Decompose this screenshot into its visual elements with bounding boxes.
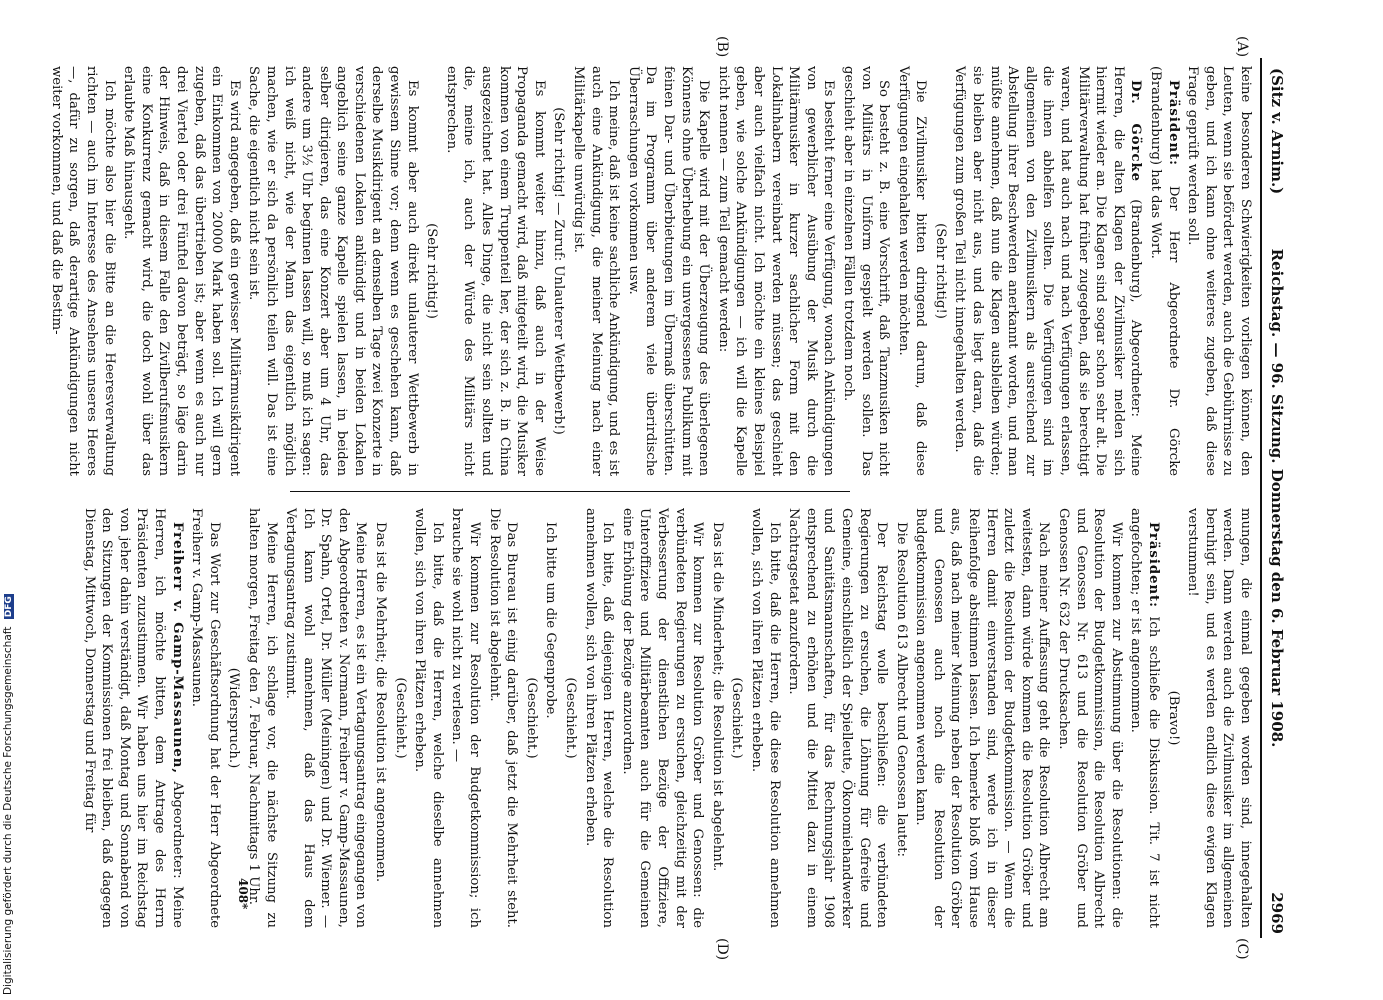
paragraph [1127, 508, 1162, 928]
paragraph [550, 66, 568, 476]
paragraph [282, 508, 370, 928]
paragraph-text: (Geschieht.) [563, 677, 579, 759]
paragraph [892, 508, 910, 928]
paragraph [522, 508, 540, 928]
paragraph-text: Das Bureau ist einig darüber, daß jetzt die Mehrheit steht. Die Resolution ist abgelehnt. [486, 508, 520, 928]
paragraph [485, 508, 520, 928]
paragraph [839, 66, 892, 476]
column-divider [290, 491, 850, 492]
paragraph-text: Meine Herren, es ist ein Vertagungsantrag eingegangen von den Abgeordneten v. Normann, Freiherr v. Gamp-Massaunen, Dr. Spahn, Ortel, Dr. Müller (Meiningen) und Dr. Wiemer. — Ich kann wohl annehmen, daß das Haus dem Vertagungsantrag zustimmt. [283, 508, 369, 928]
paragraph [785, 508, 891, 928]
paragraph-text: Abgeordneter: Meine Herren, ich möchte bitten, dem Antrage des Herrn Präsidenten zuzustimmen. Wir haben uns hier im Reichstag von jeher dahin verständigt, daß Montag und Sonnabend von den Sitzungen der Kommissionen frei bleiben, daß dagegen Dienstag, Mittwoch, Donnerstag und Freitag für [81, 508, 185, 928]
paragraph [561, 508, 579, 928]
paragraph [411, 508, 446, 928]
header-speaker-note: (Sitz v. Arnim.) [1268, 68, 1286, 195]
paragraph-text: keine besonderen Schwierigkeiten vorliegen können, den Leuten, wenn sie befördert werden, auch die Gebührnisse zu geben, und ich kann ohne weiteres zugeben, daß diese Frage geprüft werden soll. [1185, 66, 1253, 476]
paragraph [1184, 508, 1254, 928]
margin-marker-a: (A) [1234, 36, 1250, 58]
paragraph-text: Ich möchte also hier die Bitte an die Heeresverwaltung richten — auch im Interesse des Ansehens unseres Heeres —, dafür zu sorgen, daß derartige Ankündigungen nicht weiter vorkommen, und daß die Bestim- [48, 66, 117, 476]
paragraph-text: Ich bitte, daß diejenigen Herren, welche die Resolution annehmen wollen, sich von ihren Plätzen erheben. [582, 508, 616, 928]
paragraph-text: (Bravo!) [1165, 690, 1181, 746]
margin-marker-c: (C) [1234, 938, 1250, 960]
paragraph [448, 508, 483, 928]
paragraph-text: Es kommt aber auch direkt unlauterer Wettbewerb in gewissem Sinne vor; denn wenn es geschehen kann, daß derselbe Musikdirigent an demselben Tage zwei Konzerte in verschiedenen Lokalen ankündigt und in beiden Lokalen angeblich seine ganze Kapelle spielen lassen, in beiden selber dirigieren, das eine Konzert aber um 4 Uhr, das andere um 3½ Uhr beginnen lassen will, so muß ich sagen: ich weiß nicht, wie der Mann das eigentlich möglich machen, wie er sich da persönlich teilen will. Das ist eine Sache, die eigentlich nicht sein ist. [246, 66, 420, 476]
paragraph [225, 508, 243, 928]
paragraph [569, 66, 622, 476]
speaker-name: Freiherr v. Gamp-Massaunen, [169, 522, 185, 774]
header-page-number: 2969 [1268, 892, 1286, 934]
margin-marker-b: (B) [714, 36, 730, 58]
paragraph-text: Wir kommen zur Resolution der Budgetkommission; ich brauche sie wohl nicht zu verlesen. — [449, 508, 483, 928]
paragraph [1164, 508, 1182, 928]
paragraph-text: (Brandenburg), Abgeordneter: Meine Herren, die alten Klagen der Zivilmusiker melden sich hiermit wieder an. Die Klagen sind sogar schon sehr alt. Die Militärverwaltung hat früher zugegeben, daß sie berechtigt waren, und hat auch nach und nach Verfügungen erlassen, die ihnen abhelfen sollten. Die Verfügungen sind im allgemeinen von den Zivilmusikern als ausreichend zur Abstellung ihrer Beschwerden anerkannt worden, und man müßte annehmen, daß nun die Klagen ausbleiben würden; sie bleiben aber nicht aus, und das liegt daran, daß die Verfügungen zum großen Teil nicht innegehalten werden. [952, 66, 1144, 476]
paragraph [423, 66, 441, 476]
paragraph-text: Es wird angegeben, daß ein gewisser Militärmusikdirigent ein Einkommen von 20000 Mark haben soll. Ich will gern zugeben, daß das übertrieben ist; aber wenn es auch nur drei Viertel oder drei Fünftel davon beträgt, so läge darin der Hinweis, daß in diesem Falle den Zivilberufsmusikern eine Konkurrenz gemacht wird, die doch wohl über das erlaubte Maß hinausgeht. [121, 66, 242, 476]
paragraph-text: Es kommt weiter hinzu, daß auch in der Weise Propaganda gemacht wird, daß mitgeteilt wird, die Musiker kommen von einem Truppenteil her, der sich z. B. in China ausgezeichnet hat. Alles Dinge, die nicht sein sollten und die, meine ich, auch der Würde des Militärs nicht entsprechen. [443, 66, 547, 476]
margin-marker-d: (D) [714, 938, 730, 961]
paragraph [912, 508, 1053, 928]
paragraph [245, 66, 421, 476]
paragraph-text: Ich bitte, daß die Herren, die diese Resolution annehmen wollen, sich von ihren Plätzen erheben. [748, 508, 782, 928]
paragraph-text: Das Wort zur Geschäftsordnung hat der Herr Abgeordnete Freiherr v. Gamp-Massaunen. [189, 508, 222, 928]
paragraph-text: (Sehr richtig!) [932, 223, 948, 319]
paragraph [624, 66, 712, 476]
paragraph-text: (Geschieht.) [392, 677, 408, 759]
paragraph-text: Wir kommen zur Abstimmung über die Resolutionen: die Resolution der Budgetkommission, die Resolution Albrecht und Genossen Nr. 613 und die Resolution Gröber und Genossen Nr. 632 der Drucksachen. [1056, 508, 1124, 928]
paragraph-text: (Widerspruch.) [226, 667, 242, 769]
paragraph [442, 66, 548, 476]
paragraph [542, 508, 560, 928]
paragraph-text: (Sehr richtig!) [424, 223, 440, 319]
paragraph-text: mungen, die einmal gegeben worden sind, innegehalten werden. Dann werden auch die Zivilmusiker im allgemeinen beruhigt sein, und es werden endlich diese ewigen Klagen verstummen! [1185, 508, 1253, 928]
digitization-credit [2, 575, 16, 995]
rotated-page [48, 36, 1290, 961]
dfg-logo-badge: DFG [4, 596, 14, 618]
paragraph [708, 508, 726, 928]
footer-number: 408* [236, 878, 250, 910]
paragraph [372, 508, 390, 928]
paragraph [391, 508, 409, 928]
speaker-name: Dr. Görcke [1128, 80, 1144, 183]
paragraph-text: Der Herr Abgeordnete Dr. Görcke (Brandenburg) hat das Wort. [1148, 66, 1181, 476]
paragraph [618, 508, 706, 928]
paragraph-text: Die Resolution 613 Albrecht und Genossen lautet: [893, 522, 909, 857]
paragraph-text: Ich schließe die Diskussion. Tit. 7 ist nicht angefochten; er ist angenommen. [1128, 508, 1162, 928]
paragraph-text: Die Kapelle wird mit der Überzeugung des überlegenen Könnens ohne Überhebung ein unvergessenes Publikum mit feinen Dar- und Überbietungen im Übermaß überschütten. Da im Programm über anderem viele überirdische Überraschungen vorkommen usw. [625, 66, 712, 476]
paragraph [747, 508, 782, 928]
paragraph [1054, 508, 1124, 928]
paragraph-text: Es besteht ferner eine Verfügung, wonach Ankündigungen von gewerblicher Ausübung der Musik durch die Militärmusiker in kurzer sachlicher Form mit den Lokalinhabern vereinbart werden müssen; das geschieht aber auch vielfach nicht. Ich möchte ein kleines Beispiel geben, wie solche Ankündigungen — ich will die Kapelle nicht nennen — zum Teil gemacht werden: [715, 66, 837, 476]
paragraph [951, 66, 1145, 476]
paragraph [728, 508, 746, 928]
paragraph [1146, 66, 1181, 476]
paragraph [80, 508, 186, 928]
paragraph-text: So besteht z. B. eine Vorschrift, daß Tanzmusiken nicht von Militärs in Uniform gespielt werden sollen. Das geschieht aber in einzelnen Fällen trotzdem noch. [840, 66, 892, 476]
paragraph [120, 66, 243, 476]
paragraph-text: Wir kommen zur Resolution Gröber und Genossen: die verbündeten Regierungen zu ersuchen, gleichzeitig mit der Verbesserung der dienstlichen Bezüge der Offiziere, Unteroffiziere und Militärbeamten auch für die Gemeinen eine Erhöhung der Bezüge anzuordnen. [619, 508, 706, 928]
paragraph [894, 66, 929, 476]
paragraph-text: Ich bitte um die Gegenprobe. [543, 522, 559, 719]
paragraph [1184, 66, 1254, 476]
paragraph-text: Die Zivilmusiker bitten dringend darum, daß diese Verfügungen eingehalten werden möchten. [895, 66, 929, 476]
paragraph [714, 66, 837, 476]
paragraph [931, 66, 949, 476]
paragraph-text: Ich bitte, daß die Herren, welche dieselbe annehmen wollen, sich von ihren Plätzen erheben. [412, 508, 445, 928]
paragraph [47, 66, 117, 476]
paragraph-text: Nach meiner Auffassung geht die Resolution Albrecht am weitesten, dann würde kommen die Resolution Gröber und zuletzt die Resolution der Budgetkommission. — Wenn die Herren damit einverstanden sind, werde ich in dieser Reihenfolge abstimmen lassen. Ich bemerke bloß vom Hause aus, daß nach meiner Meinung neben der Resolution Gröber und Genossen auch noch die Resolution der Budgetkommission angenommen werden kann. [913, 508, 1052, 928]
paragraph [244, 508, 279, 928]
paragraph-text: Das ist die Minderheit; die Resolution ist abgelehnt. [709, 522, 725, 872]
paragraph [188, 508, 223, 928]
header-title: Reichstag. — 96. Sitzung. Donnerstag den 6. Februar 1908. [1268, 248, 1286, 748]
paragraph-text: Der Reichstag wolle beschließen: die verbündeten Regierungen zu ersuchen, die Löhnung für Gefreite und Gemeine, einschließlich der Spielleute, Ökonomiehandwerker und Sanitätsmannschaften, für das Rechnungsjahr 1908 entsprechend zu erhöhen und die Mittel dazu in einem Nachtragsetat anzufordern. [786, 508, 890, 928]
paragraph-text: (Sehr richtig! — Zuruf: Unlauterer Wettbewerb!) [551, 107, 567, 435]
paragraph [581, 508, 616, 928]
credit-text: Digitalisierung gefördert durch die Deutsche Forschungsgemeinschaft [2, 626, 14, 995]
paragraph-text: Meine Herren, ich schlage vor, die nächste Sitzung zu halten morgen, Freitag den 7. Februar, Nachmittags 1 Uhr. [245, 508, 279, 928]
speaker-name: Präsident: [1165, 80, 1181, 167]
paragraph-text: (Geschieht.) [729, 677, 745, 759]
paragraph-text: Das ist die Mehrheit; die Resolution ist angenommen. [373, 522, 389, 883]
speaker-name: Präsident: [1146, 522, 1162, 609]
paragraph-text: Ich meine, daß ist keine sachliche Ankündigung, und es ist auch eine Ankündigung, die meiner Meinung nach einer Militärkapelle unwürdig ist. [571, 66, 622, 476]
paragraph-text: (Geschieht.) [523, 677, 539, 759]
left-text-column [48, 66, 1254, 476]
page-header [1260, 58, 1290, 938]
